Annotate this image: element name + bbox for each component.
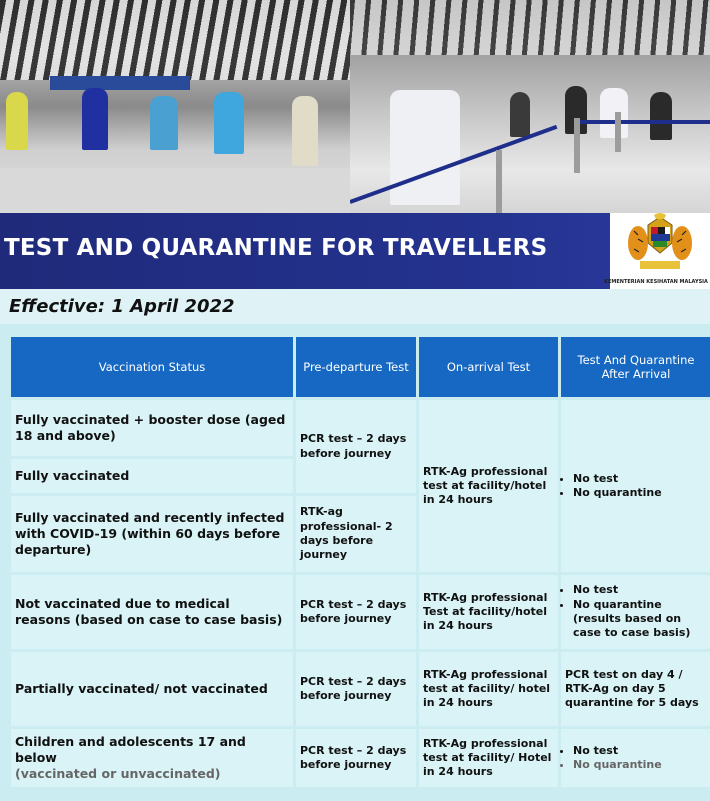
list-item: • No quarantine bbox=[573, 758, 707, 772]
list-item: • No test bbox=[573, 583, 707, 597]
group1-on-arrival: RTK-Ag professional test at facility/hotel in 24 hours bbox=[419, 400, 558, 572]
row-children-quarantine bbox=[561, 729, 710, 787]
row-partial-arrival: RTK-Ag professional test at facility/ hotel in 24 hours bbox=[419, 652, 558, 726]
row-booster-status: Fully vaccinated + booster dose (aged 18 and above) bbox=[11, 400, 293, 456]
effective-date: Effective: 1 April 2022 bbox=[9, 296, 235, 317]
row-recently-infected-status: Fully vaccinated and recently infected with COVID-19 (within 60 days before departure) bbox=[11, 496, 293, 572]
list-item: • No quarantine (results based on case to case basis) bbox=[573, 598, 707, 641]
row-children-pre: PCR test – 2 days before journey bbox=[296, 729, 416, 787]
row-fully-vaccinated-status: Fully vaccinated bbox=[11, 459, 293, 493]
row-medical-pre: PCR test – 2 days before journey bbox=[296, 575, 416, 649]
row-partial-status: Partially vaccinated/ not vaccinated bbox=[11, 652, 293, 726]
row-children-arrival: RTK-Ag professional test at facility/ Hotel in 24 hours bbox=[419, 729, 558, 787]
ministry-name: KEMENTERIAN KESIHATAN MALAYSIA bbox=[604, 279, 708, 285]
row-medical-quarantine bbox=[561, 575, 710, 649]
row-medical-status: Not vaccinated due to medical reasons (based on case to case basis) bbox=[11, 575, 293, 649]
header-pre-departure: Pre-departure Test bbox=[296, 337, 416, 397]
header-quarantine: Test And Quarantine After Arrival bbox=[561, 337, 710, 397]
page-title: TEST AND QUARANTINE FOR TRAVELLERS bbox=[4, 235, 548, 261]
header-photos bbox=[0, 0, 710, 213]
list-item: • No test bbox=[573, 472, 707, 486]
group1-pre-departure: PCR test – 2 days before journey bbox=[296, 400, 416, 493]
group1-quarantine bbox=[561, 400, 710, 572]
row-partial-pre: PCR test – 2 days before journey bbox=[296, 652, 416, 726]
ministry-crest bbox=[610, 213, 710, 289]
airport-photo-right bbox=[350, 0, 710, 213]
row-recently-infected-pre: RTK-ag professional- 2 days before journey bbox=[296, 496, 416, 572]
header-on-arrival: On-arrival Test bbox=[419, 337, 558, 397]
row-children-status bbox=[11, 729, 293, 787]
row-partial-quarantine: PCR test on day 4 / RTK-Ag on day 5 quarantine for 5 days bbox=[561, 652, 710, 726]
travel-rules-table bbox=[8, 334, 710, 790]
header-vaccination-status: Vaccination Status bbox=[11, 337, 293, 397]
title-banner bbox=[0, 213, 710, 289]
crest-icon bbox=[610, 213, 710, 279]
list-item: • No test bbox=[573, 744, 707, 758]
row-children-status-main: Children and adolescents 17 and below bbox=[15, 733, 246, 765]
row-children-status-sub: (vaccinated or unvaccinated) bbox=[15, 766, 221, 782]
row-medical-arrival: RTK-Ag professional Test at facility/hotel in 24 hours bbox=[419, 575, 558, 649]
airport-photo-left bbox=[0, 0, 350, 213]
list-item: • No quarantine bbox=[573, 486, 707, 500]
